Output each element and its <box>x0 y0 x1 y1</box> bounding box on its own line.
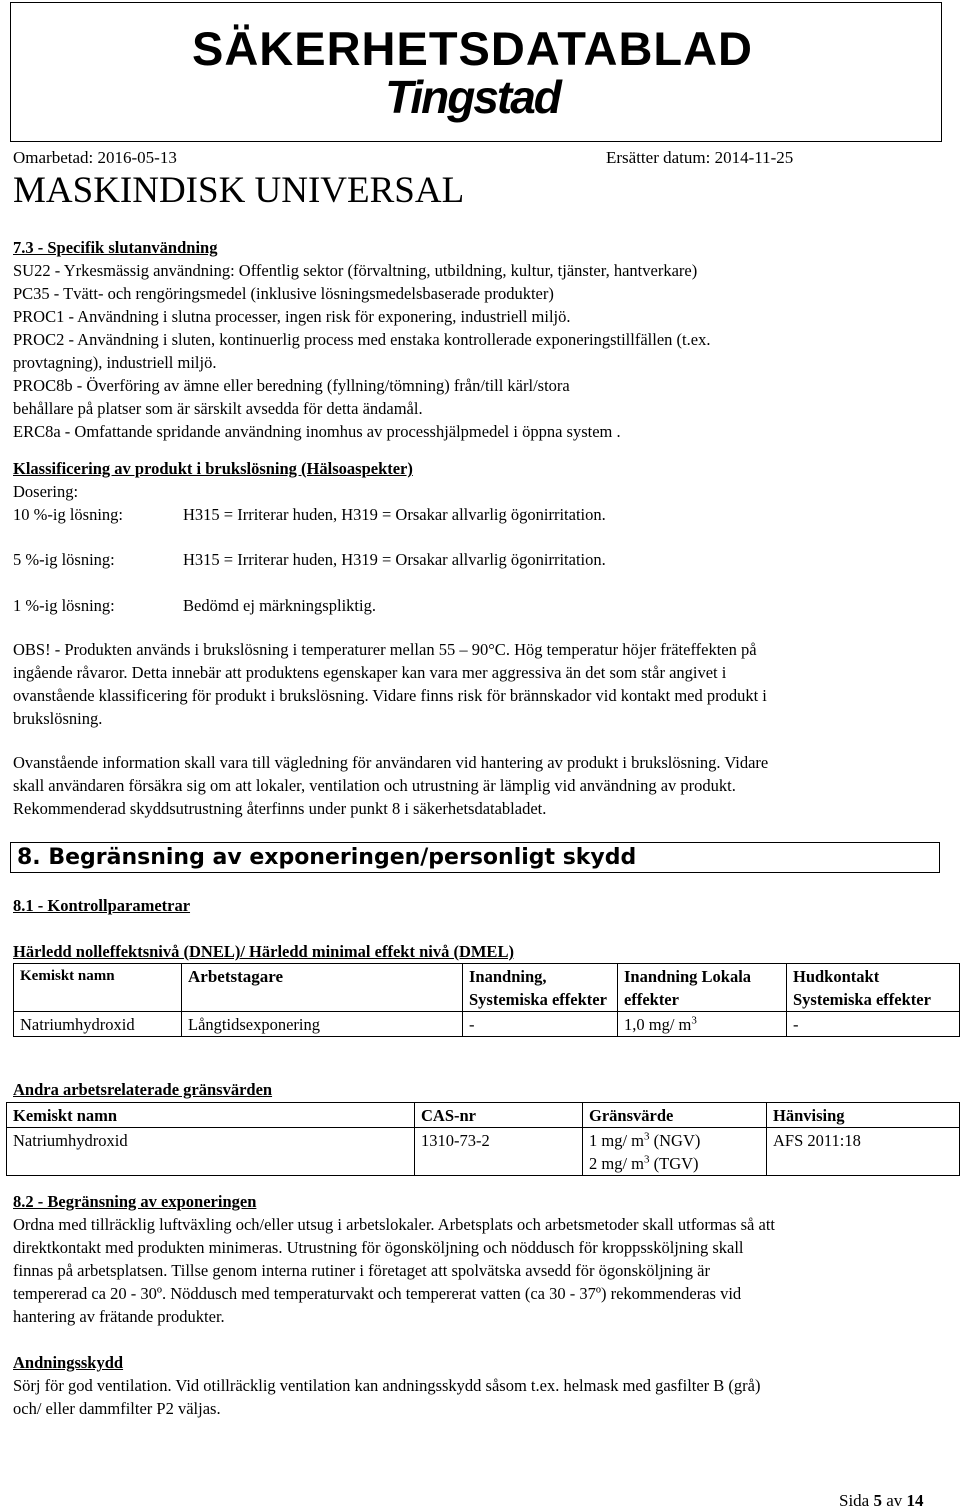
table-header-row <box>7 1103 960 1128</box>
dose-text: H315 = Irriterar huden, H319 = Orsakar allvarlig ögonirritation. <box>183 505 606 524</box>
section-heading: 7.3 - Specifik slutanvändning <box>13 238 218 257</box>
table-header-cell: Kemiskt namn <box>14 964 182 1012</box>
table-cell <box>583 1128 767 1176</box>
table-header-cell: Kemiskt namn <box>7 1103 415 1128</box>
text-line: OBS! - Produkten används i brukslösning i temperaturer mellan 55 – 90°C. Hög temperatur höjer fräteffekten på <box>13 640 757 659</box>
text-line: skall användaren försäkra sig om att lokaler, ventilation och utrustning är lämplig vid användning av produkt. <box>13 776 736 795</box>
table-cell: Långtidsexponering <box>182 1012 463 1037</box>
text-line: ovanstående klassificering för produkt i brukslösning. Vidare finns risk för brännskador vid kontakt med produkt i <box>13 686 767 705</box>
table-cell: AFS 2011:18 <box>767 1128 960 1176</box>
text-line: tempererad ca 20 - 30º. Nöddusch med temperaturvakt och tempererat vatten (ca 30 - 37º) rekommenderas vid <box>13 1284 742 1303</box>
text-line: finnas på arbetsplatsen. Tillse genom interna rutiner i företaget att spolvätska avsedd för ögonsköljning är <box>13 1261 710 1280</box>
table-header-cell: Inandning, Systemiska effekter <box>463 964 618 1012</box>
section-heading: Klassificering av produkt i brukslösning (Hälsoaspekter) <box>13 459 413 478</box>
product-name: MASKINDISK UNIVERSAL <box>13 170 465 211</box>
table-header-cell: Hudkontakt Systemiska effekter <box>787 964 960 1012</box>
table-header-cell: CAS-nr <box>415 1103 583 1128</box>
page-number: Sida 5 av 14 <box>839 1491 924 1510</box>
table-header-cell: Inandning Lokala effekter <box>618 964 787 1012</box>
text-line: ingående råvaror. Detta innebär att produktens egenskaper kan vara mer aggressiva än det som står angivet i <box>13 663 727 682</box>
classification-section <box>13 457 938 503</box>
table-cell: Natriumhydroxid <box>14 1012 182 1037</box>
text-line: Ovanstående information skall vara till vägledning för användaren vid hantering av produkt i brukslösning. Vidare <box>13 753 769 772</box>
text-line: Ordna med tillräcklig luftväxling och/eller utsug i arbetslokaler. Arbetsplats och arbetsmetoder skall utformas så att <box>13 1215 775 1234</box>
text-line: PROC1 - Användning i slutna processer, ingen risk för exponering, industriell miljö. <box>13 307 571 326</box>
text-line: och/ eller dammfilter P2 väljas. <box>13 1399 221 1418</box>
text-line: provtagning), industriell miljö. <box>13 353 217 372</box>
text-line: Sörj för god ventilation. Vid otillräcklig ventilation kan andningsskydd såsom t.ex. helmask med gasfilter B (grå) <box>13 1376 761 1395</box>
text-line: ERC8a - Omfattande spridande användning inomhus av processhjälpmedel i öppna system . <box>13 422 621 441</box>
limit-value: 1 mg/ $m^3$ (NGV) <box>589 1130 701 1150</box>
text-line: direktkontakt med produkten minimeras. Utrustning för ögonsköljning och nöddusch för kroppssköljning skall <box>13 1238 744 1257</box>
section-8-title: 8. Begränsning av exponeringen/personligt skydd <box>17 845 637 870</box>
dose-label: 5 %-ig lösning: <box>13 550 115 569</box>
respiratory-section <box>13 1351 938 1420</box>
text-line: PROC2 - Användning i sluten, kontinuerlig process med enstaka kontrollerade exponeringstillfällen (t.ex. <box>13 330 711 349</box>
table-row <box>14 1012 960 1037</box>
dose-text: H315 = Irriterar huden, H319 = Orsakar allvarlig ögonirritation. <box>183 550 606 569</box>
table-cell: - <box>787 1012 960 1037</box>
table-cell <box>618 1012 787 1037</box>
dnel-table <box>13 963 960 1037</box>
table-cell: Natriumhydroxid <box>7 1128 415 1176</box>
dose-label: 10 %-ig lösning: <box>13 505 123 524</box>
table-header-cell: Arbetstagare <box>182 964 463 1012</box>
table-row <box>7 1128 960 1176</box>
table-header-cell: Gränsvärde <box>583 1103 767 1128</box>
dnel-heading: Härledd nolleffektsnivå (DNEL)/ Härledd minimal effekt nivå (DMEL) <box>13 942 514 961</box>
text-line: Rekommenderad skyddsutrustning återfinns under punkt 8 i säkerhetsdatabladet. <box>13 799 547 818</box>
text-line: PC35 - Tvätt- och rengöringsmedel (inklusive lösningsmedelsbaserade produkter) <box>13 284 554 303</box>
dosing-label: Dosering: <box>13 482 79 501</box>
table-cell: 1310-73-2 <box>415 1128 583 1176</box>
table-header-cell: Hänvising <box>767 1103 960 1128</box>
table-header-row <box>14 964 960 1012</box>
info-paragraph <box>13 751 938 820</box>
limits-table <box>6 1102 960 1176</box>
section-heading: Andningsskydd <box>13 1353 124 1372</box>
revised-date: Omarbetad: 2016-05-13 <box>13 148 177 167</box>
document-title: SÄKERHETSDATABLAD <box>192 22 753 75</box>
dose-label: 1 %-ig lösning: <box>13 596 115 615</box>
value-text: 1,0 mg/ m <box>624 1015 692 1034</box>
table-cell: - <box>463 1012 618 1037</box>
superscript: 3 <box>691 1014 697 1027</box>
replaces-date: Ersätter datum: 2014-11-25 <box>606 148 794 167</box>
text-line: hantering av frätande produkter. <box>13 1307 225 1326</box>
company-logo: Tingstad <box>385 71 560 123</box>
text-line: SU22 - Yrkesmässig användning: Offentlig sektor (förvaltning, utbildning, kultur, tjänster, hantverkare) <box>13 261 698 280</box>
limit-value: 2 mg/ $m^3$ (TGV) <box>589 1153 699 1173</box>
section-heading: 8.2 - Begränsning av exponeringen <box>13 1192 257 1211</box>
section-7-3 <box>13 236 938 443</box>
section-8-2 <box>13 1190 938 1328</box>
obs-paragraph <box>13 638 938 730</box>
text-line: behållare på platser som är särskilt avsedda för detta ändamål. <box>13 399 423 418</box>
text-line: PROC8b - Överföring av ämne eller beredning (fyllning/tömning) från/till kärl/stora <box>13 376 570 395</box>
limits-heading: Andra arbetsrelaterade gränsvärden <box>13 1080 273 1099</box>
section-heading: 8.1 - Kontrollparametrar <box>13 896 191 915</box>
dose-text: Bedömd ej märkningspliktig. <box>183 596 376 615</box>
text-line: brukslösning. <box>13 709 103 728</box>
